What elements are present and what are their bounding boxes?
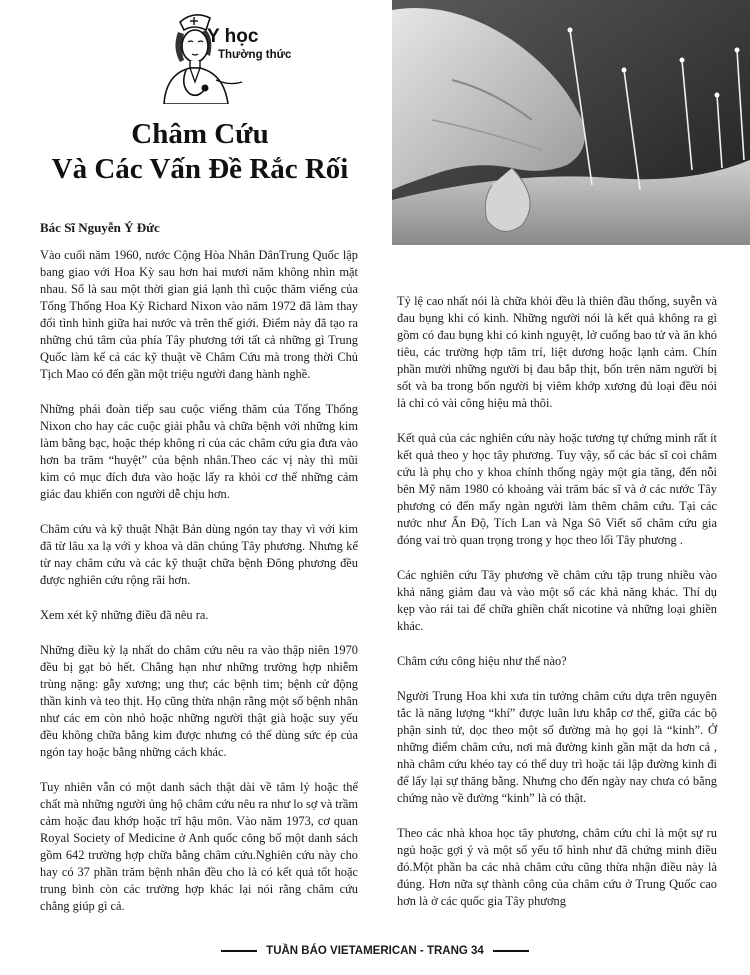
- section-title: Y học: [207, 26, 259, 47]
- paragraph: Theo các nhà khoa học tây phương, châm cứu chỉ là một sự ru ngủ hoặc gợi ý và một số yếu tố hình như đã chứng minh điều đó.Một phần ba các nhà châm cứu cũng thừa nhận điều này là đúng. Hơn nữa sự thành công của châm cứu ở Trung Quốc cao hơn là ở các quốc gia Tây phương: [397, 826, 717, 908]
- article-column-right: [397, 293, 717, 928]
- paragraph: Tuy nhiên vẫn có một danh sách thật dài về tâm lý hoặc thể chất mà những người ủng hộ châm cứu nêu ra như lo sợ và trầm cảm hoặc đau khớp hoặc trĩ hậu môn. Vào năm 1973, cơ quan Royal Society of Medicine ở Anh quốc công bố một danh sách gồm 642 trường hợp chữa bằng châm cứu.Nghiên cứu này cho hay có 37 phần trăm bệnh nhân đều cho là có kết quả tốt hoặc trung bình còn các trường hợp khác lại nói rằng châm cứu chẳng giúp gì cả.: [40, 780, 358, 913]
- footer-rule-right: [493, 950, 529, 952]
- byline: Bác Sĩ Nguyễn Ý Đức: [40, 220, 160, 235]
- article-title-line-2: Và Các Vấn Đề Rắc Rối: [51, 153, 349, 185]
- paragraph: Người Trung Hoa khi xưa tin tưởng châm cứu dựa trên nguyên tắc là năng lượng “khí” được luân lưu khắp cơ thể, giữa các bộ phận sinh tử, dọc theo một số đường mà họ gọi là “kinh”. Ở những điểm châm cứu, nơi mà đường kinh gần mặt da hơn cả , nhà châm cứu khéo tay có thể duy trì hoặc tái lập đường kinh đi để lấy lại sự thăng bằng. Nhưng cho đến ngày nay chưa có bằng chứng nào về đường “kinh” là có thật.: [397, 689, 717, 805]
- paragraph: Những phái đoàn tiếp sau cuộc viếng thăm của Tổng Thống Nixon cho hay các cuộc giải phẫu và chữa bệnh với những kim làm bằng bạc, hoặc thép không rỉ của các châm cứu gia đưa vào hơn ba trăm “huyệt” của bệnh nhân.Theo các vị này thì mũi kim có mục đích đưa vào hoặc lấy ra khỏi cơ thể những cảm giác đau khiến con người dễ chịu hơn.: [40, 402, 358, 501]
- paragraph: Xem xét kỹ những điều đã nêu ra.: [40, 608, 209, 622]
- page-footer: [0, 945, 750, 957]
- footer-rule-left: [221, 950, 257, 952]
- section-subtitle: Thường thức: [218, 49, 292, 61]
- paragraph: Vào cuối năm 1960, nước Cộng Hòa Nhân DânTrung Quốc lập bang giao với Hoa Kỳ sau hơn hai mươi năm không nhìn mặt nhau. Số là sau một thời gian giá lạnh thì cuộc thăm viếng của Tổng Thống Hoa Kỳ Richard Nixon vào năm 1972 đã làm thay đổi tình hình giữa hai nước và trên thế giới. Điểm này đã tạo ra những chú tâm của phía Tây phương tới tất cả những gì Trung Quốc làm kể cả các kỹ thuật về Châm Cứu mà trong thời Chủ Tịch Mao có đến gần một triệu người đang hành nghề.: [40, 248, 358, 381]
- paragraph: Các nghiên cứu Tây phương về châm cứu tập trung nhiều vào khả năng giảm đau và vào một số các khả năng khác. Thí dụ kẹp vào rái tai để chữa ghiền chất nicotine và những loại ghiền khác.: [397, 568, 717, 633]
- paragraph: Tỷ lệ cao nhất nói là chữa khỏi đều là thiên đầu thống, suyễn và đau bụng khi có kinh. Những người nói là kết quả không ra gì gồm có đau bụng khi có kinh nguyệt, lở cuống bao tử và ăn khó tiêu, các trường hợp tâm trí, liệt dương hoặc lạnh cảm. Chín phần mười những người bị đau bắp thịt, bốn trên năm người bị sốt và ba trong bốn người bị viêm khớp xương đủ loại đều nói là chỉ có vài công hiệu mà thôi.: [397, 294, 717, 410]
- article-column-left: [40, 247, 358, 933]
- subheading: Châm cứu công hiệu như thế nào?: [397, 654, 567, 668]
- article-title-line-1: Châm Cứu: [131, 118, 269, 150]
- footer-text: TUẦN BÁO VIETAMERICAN - TRANG 34: [266, 945, 484, 957]
- paragraph: Châm cứu và kỹ thuật Nhật Bản dùng ngón tay thay vì với kim đã từ lâu xa lạ với y khoa và dân chúng Tây phương. Nhưng kể từ nay châm cứu và các kỹ thuật chữa bệnh Đông phương đều được nghiên cứu rộng rãi hơn.: [40, 522, 358, 587]
- paragraph: Những điều kỳ lạ nhất do châm cứu nêu ra vào thập niên 1970 đều bị gạt bỏ hết. Chẳng hạn như những trường hợp nhiễm trùng nặng: gẫy xương; ung thư; các bệnh tim; bệnh cử động thần kinh và teo thịt. Họ cũng thừa nhận rằng một số bệnh nhân như các em còn nhỏ hoặc những người thật già hoặc suy yếu đều không chữa bằng kim được nhưng có thể dùng sức ép của ngón tay hoặc bằng những cách khác.: [40, 643, 358, 759]
- paragraph: Kết quả của các nghiên cứu này hoặc tương tự chứng minh rất ít kết quả theo y học tây phương. Tuy vậy, số các bác sĩ coi châm cứu là phụ cho y khoa chính thống ngày một gia tăng, đến nỗi bên Mỹ năm 1980 có khoảng vài trăm bác sĩ và ở các nước Tây phương có đến mấy ngàn người làm thêm châm cứu. Tại các nước như Ấn Độ, Tích Lan và Nga Sô Viết số châm cứu gia đóng vai trò quan trọng trong y học theo lối Tây phương .: [397, 431, 717, 547]
- acupuncture-needles-photo: [392, 0, 750, 245]
